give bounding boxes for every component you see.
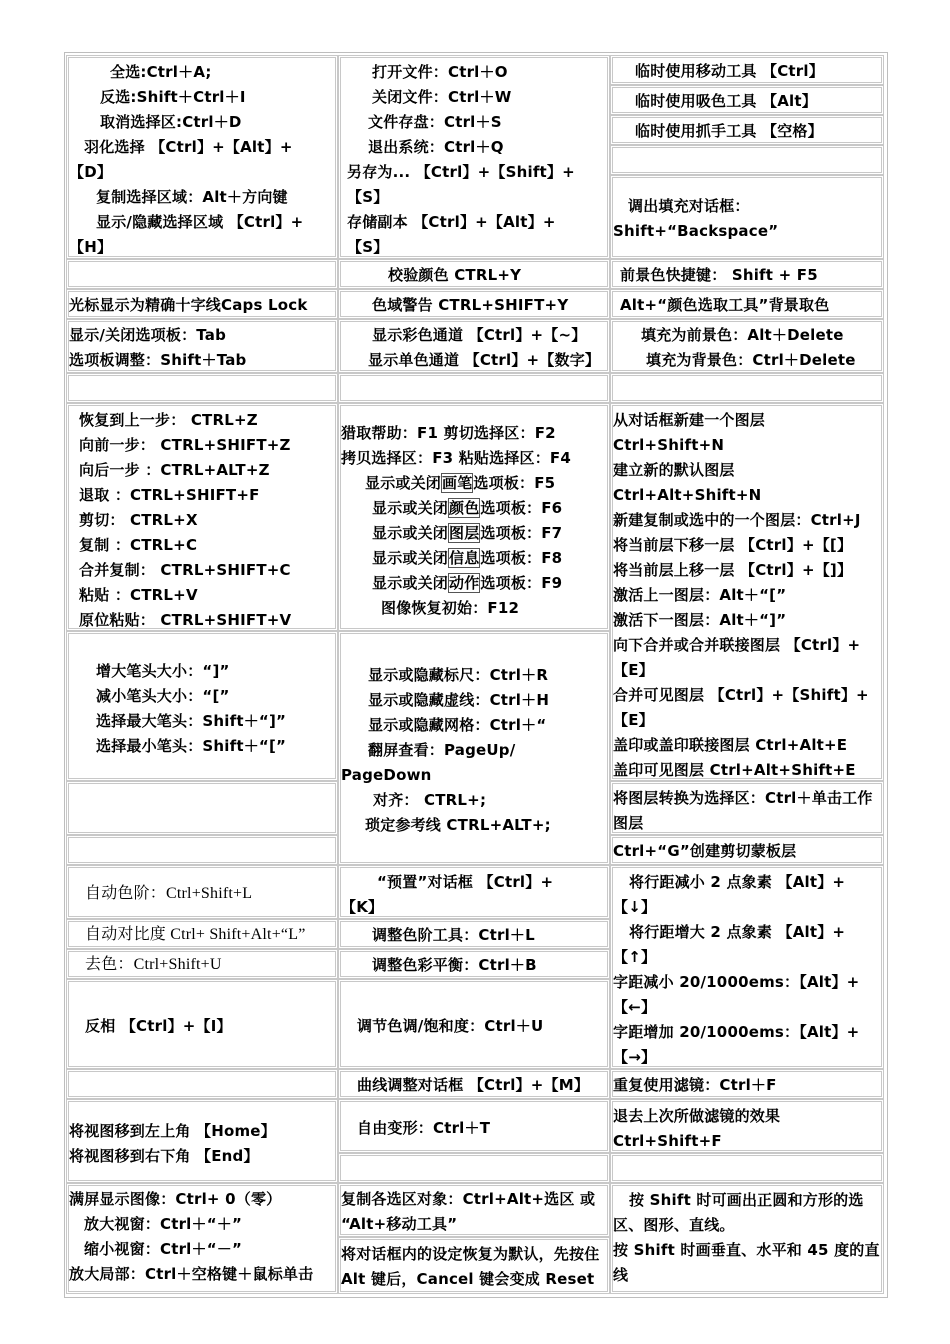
text-line: 退取 ：CTRL+SHIFT+F (79, 486, 260, 504)
panel-name: 动作 (449, 574, 480, 592)
panel-toggle-line: 显示或关闭图层选项板：F7 (372, 524, 563, 542)
panel-toggle-line: 显示或关闭动作选项板：F9 (372, 574, 563, 592)
text-line: 缩小视窗：Ctrl＋“－” (84, 1240, 243, 1258)
text-line: 存储副本 【Ctrl】+【Alt】+ (347, 213, 556, 231)
text-line: 新建复制或选中的一个图层：Ctrl+J (613, 511, 861, 529)
text-line: 猎取帮助：F1 剪切选择区：F2 (341, 424, 556, 442)
cell-empty (66, 259, 338, 289)
text-line: 选择最大笔头：Shift＋“]” (96, 712, 287, 730)
text-line: 将视图移到左上角 【Home】 (69, 1122, 276, 1140)
text-line: 选择最小笔头：Shift＋“[” (96, 737, 287, 755)
text-line: 合并可见图层 【Ctrl】+【Shift】+ (613, 686, 869, 704)
text-line: 复制选择区域：Alt＋方向键 (96, 188, 288, 206)
cell-zoom (66, 1183, 338, 1294)
cell-empty (610, 373, 884, 403)
text-line: 曲线调整对话框 【Ctrl】+【M】 (357, 1076, 590, 1094)
cell-undo (66, 403, 338, 631)
cell-empty (610, 1153, 884, 1183)
text-line: 取消选择区:Ctrl＋D (100, 113, 242, 131)
cell-auto-contrast (66, 919, 338, 949)
text-line: 色域警告 CTRL+SHIFT+Y (372, 296, 569, 314)
text-line: 复制 ：CTRL+C (79, 536, 198, 554)
text-line: 显示或隐藏标尺：Ctrl＋R (368, 666, 549, 684)
text-line: 翻屏查看：PageUp/ (368, 741, 516, 759)
cell-empty (338, 373, 610, 403)
cell-levels (338, 919, 610, 949)
cell-empty (610, 145, 884, 175)
cell-curves (338, 1069, 610, 1099)
text-line: 自动对比度 Ctrl+ Shift+Alt+“L” (85, 926, 306, 943)
text-line: 增大笔头大小：“]” (96, 662, 230, 680)
panel-toggle-line: 显示或关闭颜色选项板：F6 (372, 499, 563, 517)
text-line: 琐定参考线 CTRL+ALT+; (365, 816, 551, 834)
cell-invert (66, 979, 338, 1069)
text-line: 【←】 (613, 998, 657, 1016)
text-line: 【↑】 (613, 948, 657, 966)
panel-name: 颜色 (449, 499, 480, 517)
text-line: 向下合并或合并联接图层 【Ctrl】+ (613, 636, 861, 654)
cell-layer-to-selection (610, 781, 884, 835)
text-line: 拷贝选择区：F3 粘贴选择区：F4 (341, 449, 571, 467)
cell-guides (338, 631, 610, 865)
text-line: 反相 【Ctrl】+【I】 (85, 1017, 232, 1035)
text-line: Alt 键后，Cancel 键会变成 Reset (341, 1270, 595, 1288)
text-line: Ctrl+Shift+F (613, 1132, 722, 1150)
text-line: 建立新的默认图层 (613, 461, 735, 479)
text-line: 填充为前景色：Alt＋Delete (641, 326, 844, 344)
text-line: 临时使用移动工具 【Ctrl】 (635, 62, 824, 80)
text-line: 图像恢复初始：F12 (381, 599, 520, 617)
text-line: 从对话框新建一个图层 (613, 411, 766, 429)
text-line: 调整色阶工具：Ctrl＋L (372, 926, 535, 944)
cell-preset (338, 865, 610, 919)
text-line: 对齐： CTRL+; (373, 791, 487, 809)
cell-tabs (66, 319, 338, 373)
text-line: 全选:Ctrl＋A; (110, 63, 212, 81)
text-line: 退出系统：Ctrl＋Q (368, 138, 504, 156)
cell-layers (610, 403, 884, 781)
panel-name: 信息 (449, 549, 480, 567)
text-line: 放大视窗：Ctrl＋“＋” (84, 1215, 243, 1233)
cell-empty (66, 373, 338, 403)
text-line: 文件存盘：Ctrl＋S (368, 113, 502, 131)
text-line: 关闭文件：Ctrl＋W (372, 88, 512, 106)
text-line: 盖印可见图层 Ctrl+Alt+Shift+E (613, 761, 856, 779)
cell-auto-levels (66, 865, 338, 919)
cell-move-tool (610, 55, 884, 85)
text-line: 字距减小 20/1000ems：【Alt】+ (613, 973, 860, 991)
text-line: 去色：Ctrl+Shift+U (85, 956, 222, 973)
text-line: 粘贴 ：CTRL+V (79, 586, 198, 604)
cell-fg-color (610, 259, 884, 289)
text-line: 【↓】 (613, 898, 657, 916)
text-line: 放大局部：Ctrl＋空格键＋鼠标单击 (69, 1265, 314, 1283)
text-line: 另存为... 【Ctrl】+【Shift】+ (347, 163, 575, 181)
panel-toggle-line: 显示或关闭信息选项板：F8 (372, 549, 563, 567)
cell-proof (338, 259, 610, 289)
text-line: 将当前层下移一层 【Ctrl】+【[】 (613, 536, 853, 554)
text-line: 显示/隐藏选择区域 【Ctrl】+ (96, 213, 304, 231)
panel-name: 图层 (449, 524, 480, 542)
cell-type-spacing (610, 865, 884, 1069)
text-line: 反选:Shift＋Ctrl＋I (100, 88, 246, 106)
text-line: 将行距增大 2 点象素 【Alt】+ (629, 923, 846, 941)
cell-empty (66, 1069, 338, 1099)
text-line: 填充为背景色：Ctrl＋Delete (646, 351, 856, 369)
cell-file (338, 55, 610, 259)
text-line: 调出填充对话框： (628, 197, 750, 215)
cell-brush (66, 631, 338, 781)
text-line: 前景色快捷键： Shift + F5 (620, 266, 818, 284)
text-line: 按 Shift 时可画出正圆和方形的选 (629, 1191, 864, 1209)
text-line: 向后一步 ：CTRL+ALT+Z (79, 461, 270, 479)
cell-empty (338, 1153, 610, 1183)
cell-color-balance (338, 949, 610, 979)
text-line: 字距增加 20/1000ems：【Alt】+ (613, 1023, 860, 1041)
text-line: 原位粘贴： CTRL+SHIFT+V (79, 611, 292, 629)
cell-fkeys (338, 403, 610, 631)
cell-duplicate (338, 1183, 610, 1237)
text-line: 重复使用滤镜：Ctrl＋F (613, 1076, 777, 1094)
text-line: 向前一步： CTRL+SHIFT+Z (79, 436, 291, 454)
cell-hue-sat (338, 979, 610, 1069)
text-line: 将对话框内的设定恢复为默认，先按住 (341, 1245, 600, 1263)
text-line: 光标显示为精确十字线Caps Lock (69, 296, 308, 314)
cell-gamut (338, 289, 610, 319)
text-line: 满屏显示图像：Ctrl+ 0（零） (69, 1190, 282, 1208)
text-line: 图层 (613, 814, 644, 832)
text-line: “预置”对话框 【Ctrl】+ (377, 873, 554, 891)
text-line: 调整色彩平衡：Ctrl＋B (372, 956, 537, 974)
cell-shift-tips (610, 1183, 884, 1294)
cell-fill-dialog (610, 175, 884, 259)
text-line: 校验颜色 CTRL+Y (388, 266, 522, 284)
text-line: 羽化选择 【Ctrl】+【Alt】+ (84, 138, 293, 156)
text-line: 【K】 (341, 898, 384, 916)
text-line: 将视图移到右下角 【End】 (69, 1147, 259, 1165)
text-line: 调节色调/饱和度：Ctrl＋U (357, 1017, 544, 1035)
cell-eyedropper (610, 85, 884, 115)
text-line: 【E】 (613, 661, 654, 679)
text-line: 区、图形、直线。 (613, 1216, 735, 1234)
text-line: Ctrl+Shift+N (613, 436, 725, 454)
text-line: 显示彩色通道 【Ctrl】+【~】 (372, 326, 587, 344)
cell-reset (338, 1237, 610, 1294)
text-line: Shift+“Backspace” (613, 222, 779, 240)
text-line: 合并复制： CTRL+SHIFT+C (79, 561, 291, 579)
text-line: PageDown (341, 766, 432, 784)
text-line: 临时使用抓手工具 【空格】 (635, 122, 823, 140)
text-line: 复制各选区对象：Ctrl+Alt+选区 或 (341, 1190, 596, 1208)
cell-desaturate (66, 949, 338, 979)
text-line: 显示/关闭选项板：Tab (69, 326, 227, 344)
cell-transform (338, 1099, 610, 1153)
text-line: 恢复到上一步： CTRL+Z (79, 411, 258, 429)
text-line: 退去上次所做滤镜的效果 (613, 1107, 781, 1125)
text-line: 显示或隐藏网格：Ctrl＋“ (368, 716, 547, 734)
text-line: 打开文件：Ctrl＋O (372, 63, 508, 81)
text-line: Ctrl+“G”创建剪切蒙板层 (613, 842, 797, 860)
cell-fade-filter (610, 1099, 884, 1153)
panel-name: 画笔 (442, 474, 473, 492)
text-line: Alt+“颜色选取工具”背景取色 (620, 296, 830, 314)
text-line: 【E】 (613, 711, 654, 729)
text-line: “Alt+移动工具” (341, 1215, 458, 1233)
text-line: 将当前层上移一层 【Ctrl】+【]】 (613, 561, 853, 579)
cell-crosshair (66, 289, 338, 319)
text-line: Ctrl+Alt+Shift+N (613, 486, 762, 504)
cell-selection (66, 55, 338, 259)
text-line: 将行距减小 2 点象素 【Alt】+ (629, 873, 846, 891)
text-line: 按 Shift 时画垂直、水平和 45 度的直 (613, 1241, 880, 1259)
text-line: 盖印或盖印联接图层 Ctrl+Alt+E (613, 736, 848, 754)
text-line: 自动色阶：Ctrl+Shift+L (85, 885, 253, 902)
cell-bg-pick (610, 289, 884, 319)
text-line: 将图层转换为选择区：Ctrl＋单击工作 (613, 789, 873, 807)
cell-repeat-filter (610, 1069, 884, 1099)
text-line: 选项板调整：Shift＋Tab (69, 351, 247, 369)
text-line: 【D】 (69, 163, 113, 181)
text-line: 自由变形：Ctrl＋T (357, 1119, 491, 1137)
text-line: 线 (613, 1266, 629, 1284)
text-line: 激活上一图层：Alt＋“[” (613, 586, 787, 604)
text-line: 【S】 (347, 238, 389, 256)
panel-toggle-line: 显示或关闭画笔选项板：F5 (365, 474, 556, 492)
cell-hand-tool (610, 115, 884, 145)
text-line: 【H】 (69, 238, 113, 256)
cell-fill-colors (610, 319, 884, 373)
cell-view-corner (66, 1099, 338, 1183)
cell-empty (66, 835, 338, 865)
text-line: 激活下一图层：Alt＋“]” (613, 611, 787, 629)
text-line: 显示或隐藏虚线：Ctrl＋H (368, 691, 550, 709)
cell-empty (66, 781, 338, 835)
text-line: 剪切： CTRL+X (79, 511, 198, 529)
text-line: 减小笔头大小：“[” (96, 687, 230, 705)
text-line: 【→】 (613, 1048, 657, 1066)
text-line: 临时使用吸色工具 【Alt】 (635, 92, 817, 110)
text-line: 【S】 (347, 188, 389, 206)
cell-clip-mask (610, 835, 884, 865)
text-line: 显示单色通道 【Ctrl】+【数字】 (368, 351, 601, 369)
cell-channels (338, 319, 610, 373)
